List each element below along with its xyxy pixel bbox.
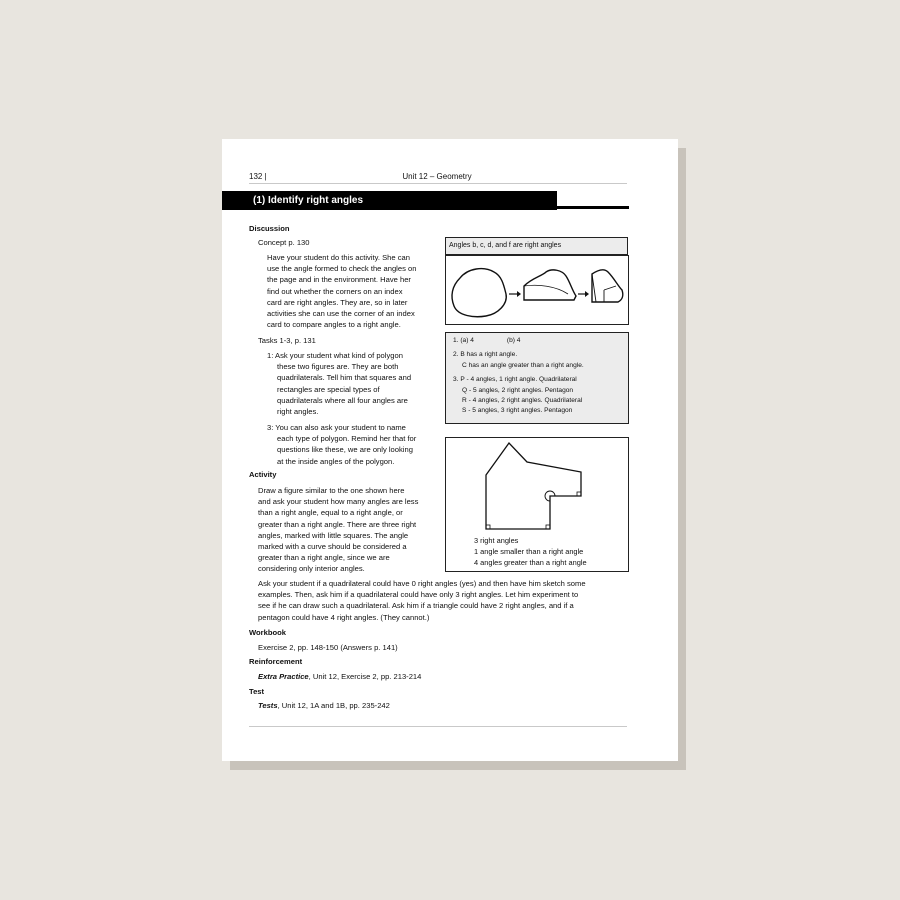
text-line: these two figures are. They are both <box>277 362 399 372</box>
text-line: use the angle formed to check the angles on <box>267 264 417 274</box>
text-line: at the inside angles of the polygon. <box>277 456 395 466</box>
answer-1 <box>453 336 628 346</box>
banner-rule <box>557 206 629 209</box>
reinforcement-reference <box>258 671 421 682</box>
arrow-1-head <box>517 291 521 297</box>
activity-figure-box <box>445 437 629 572</box>
text-line: card are right angles. They are, so in later <box>267 297 408 307</box>
text-line: and ask your student how many angles are less <box>258 497 419 507</box>
text-line: rectangles are special types of <box>277 384 380 394</box>
discussion-heading: Discussion <box>249 224 290 233</box>
text-line: activities she can use the corner of an index <box>267 309 415 319</box>
text-line: Ask your student if a quadrilateral could have 0 right angles (yes) and then have him sketch some <box>258 579 586 588</box>
task-1-note <box>267 350 437 417</box>
text-line: marked with a curve should be considered a <box>258 542 407 552</box>
text-line: Draw a figure similar to the one shown here <box>258 486 405 495</box>
test-reference <box>258 700 390 711</box>
lesson-title-banner <box>222 191 557 210</box>
answer-3b: Q - 5 angles, 2 right angles. Pentagon <box>462 386 574 394</box>
answer-3: 3. P - 4 angles, 1 right angle. Quadrilateral <box>453 376 577 384</box>
concept-reference: Concept p. 130 <box>258 238 310 247</box>
activity-paragraph-2 <box>258 578 628 623</box>
text-line: card to compare angles to a right angle. <box>267 320 401 330</box>
test-book-title: Tests <box>258 701 278 710</box>
text-line: 1: Ask your student what kind of polygon <box>267 351 403 360</box>
test-heading: Test <box>249 687 265 696</box>
figure-note: 3 right angles <box>474 536 519 545</box>
workbook-reference: Exercise 2, pp. 148-150 (Answers p. 141) <box>258 643 398 652</box>
document-page <box>222 139 678 761</box>
lesson-title: (1) Identify right angles <box>253 195 364 206</box>
activity-paragraph <box>258 485 438 575</box>
text-line: 3: You can also ask your student to name <box>267 423 406 432</box>
text-line: see if he can draw such a quadrilateral. Ask him if a triangle could have 2 right angles, and if a <box>258 601 574 611</box>
answer-3d: S - 5 angles, 3 right angles. Pentagon <box>462 407 573 415</box>
figure-box <box>445 255 629 325</box>
text-line: considering only interior angles. <box>258 564 365 574</box>
irregular-paper-shape <box>452 269 506 317</box>
text-line: find out whether the corners on an index <box>267 286 403 296</box>
reinforcement-heading: Reinforcement <box>249 657 303 666</box>
activity-figure-notes <box>474 535 587 568</box>
text-line: pentagon could have 4 right angles. (They cannot.) <box>258 612 430 622</box>
text-line: angles, marked with little squares. The angle <box>258 530 409 540</box>
answer-1b: (b) 4 <box>506 337 521 344</box>
text-line: quadrilaterals where all four angles are <box>277 395 408 405</box>
figure-caption: Angles b, c, d, and f are right angles <box>445 237 628 255</box>
text-line: examples. Then, ask him if a quadrilateral could have only 3 right angles. Let him experiment to <box>258 590 579 600</box>
arrow-2-head <box>585 291 589 297</box>
text-line: than a right angle, equal to a right angle, or <box>258 508 403 518</box>
figure-note: 4 angles greater than a right angle <box>474 558 587 567</box>
task-3-note <box>267 422 437 467</box>
unit-title: Unit 12 – Geometry <box>402 172 472 181</box>
text-line: quadrilaterals. Tell him that squares and <box>277 373 412 383</box>
text-line: the page and in the environment. Have her <box>267 275 411 285</box>
reinforcement-detail: , Unit 12, Exercise 2, pp. 213-214 <box>308 672 422 681</box>
test-detail: , Unit 12, 1A and 1B, pp. 235-242 <box>277 701 390 710</box>
workbook-heading: Workbook <box>249 628 286 637</box>
heptagon-outline <box>486 443 581 529</box>
text-line: each type of polygon. Remind her that for <box>277 434 417 444</box>
answer-1a: 1. (a) 4 <box>453 337 474 344</box>
polygon-figure <box>446 438 628 538</box>
answer-2b: C has an angle greater than a right angle. <box>462 361 584 369</box>
text-line: questions like these, we are only looking <box>277 445 413 455</box>
activity-heading: Activity <box>249 470 277 479</box>
footer-rule <box>249 726 627 727</box>
right-angle-paper-shape <box>592 270 623 302</box>
answer-3c: R - 4 angles, 2 right angles. Quadrilateral <box>462 397 583 405</box>
answer-2: 2. B has a right angle. <box>453 351 518 359</box>
answers-box <box>445 332 629 424</box>
page-number: 132 | <box>249 172 267 181</box>
concept-paragraph <box>267 252 437 330</box>
tasks-reference: Tasks 1-3, p. 131 <box>258 336 316 345</box>
text-line: greater than a right angle. There are three right <box>258 519 417 529</box>
text-line: right angles. <box>277 407 319 417</box>
figure-note: 1 angle smaller than a right angle <box>474 547 584 556</box>
text-line: Have your student do this activity. She can <box>267 253 410 262</box>
reinforcement-book-title: Extra Practice <box>258 672 309 681</box>
text-line: greater than a right angle, since we are <box>258 553 390 563</box>
header-rule <box>249 183 627 184</box>
paper-folding-illustration <box>446 256 628 324</box>
